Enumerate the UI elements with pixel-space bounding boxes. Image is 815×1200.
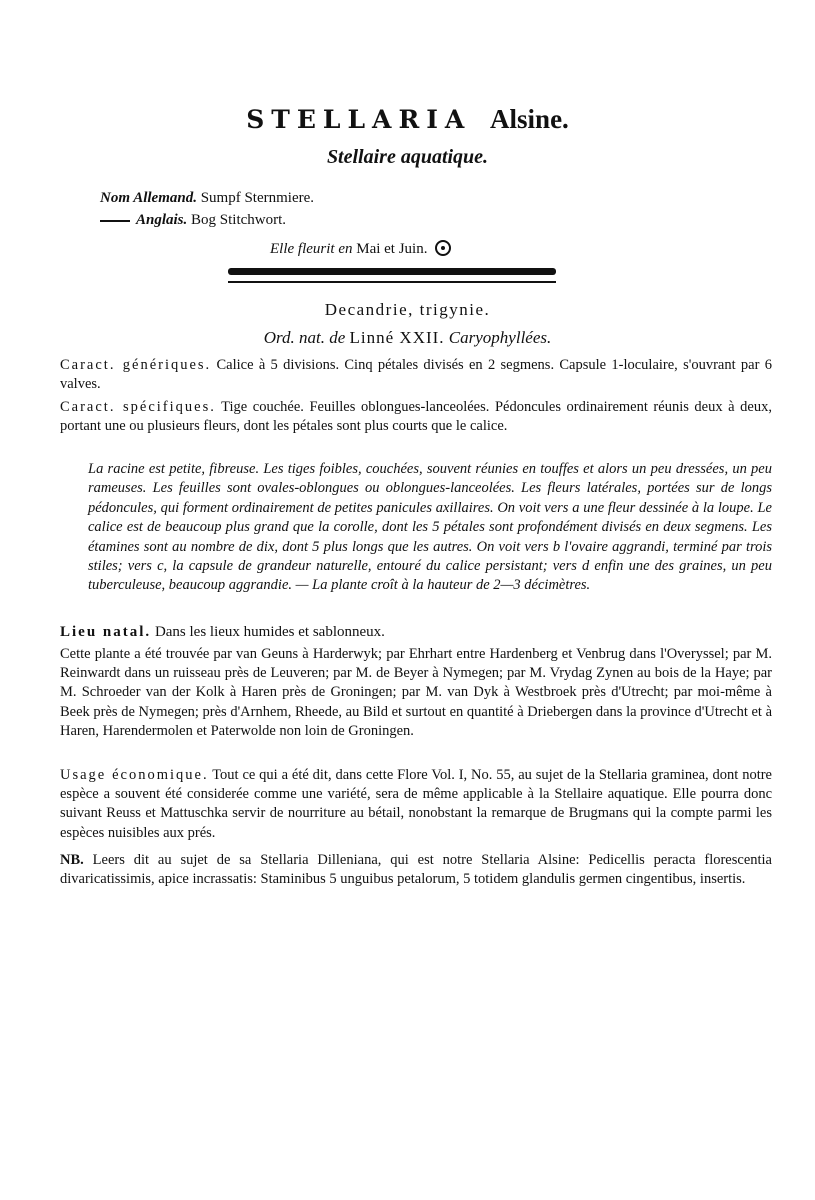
localities-paragraph: Cette plante a été trouvée par van Geuns à Harderwyk; par Ehrhart entre Hardenberg et Venbrug dans l'Overyssel; par M. Reinwardt dans un ruisseau près de Leuveren; par M. de Beyer à Nymegen; par M. Vrydag Zynen au bois de la Haye; par M. Schroeder van der Kolk à Haren près de Groningen; par M. van Dyk à Westbroek près d'Utrecht; par moi-même à Beek près de Nymegen; près d'Arnhem, Rheede, au Bild et surtout en quantité à Driebergen dans la province d'Utrecht et à Haren, Harendermolen et Paterwolde non loin de Groningen. — [60, 646, 773, 739]
usage-text: Tout ce qui a été dit, dans cette Flore Vol. I, No. 55, au sujet de la Stellaria graminea, dont notre espèce a souvent été considerée comme une variété, sera de même applicable à la Stellaire aquatique. Elle pourra donc suivant Reuss et Mattuschka servir de nourriture au bétail, nonobstant la remarque de Brugmans qui la compte parmi les espèces nuisibles aux prés. — [60, 767, 772, 841]
page-title — [0, 104, 815, 135]
flowering-months: Mai et Juin. — [356, 241, 428, 257]
ditto-dash — [100, 220, 130, 222]
flowering-period — [270, 240, 451, 258]
habitat-paragraph — [60, 623, 772, 642]
note-paragraph — [60, 851, 772, 889]
divider-thick — [228, 268, 556, 275]
usage-label: Usage économique. — [60, 767, 209, 783]
specific-label: Caract. spécifiques. — [60, 399, 216, 415]
habitat-label: Lieu natal. — [60, 624, 152, 640]
german-value: Sumpf Sternmiere. — [200, 190, 315, 206]
specific-text: Tige couchée. Feuilles oblongues-lanceolées. Pédoncules ordinairement réunis deux à deux, portant une ou plusieurs fleurs, dont les pétales sont plus courts que le calice. — [60, 399, 772, 434]
english-label: Anglais. — [136, 212, 188, 228]
order-author: Linné XXII. — [349, 328, 445, 347]
genus-name: STELLARIA — [246, 105, 472, 134]
species-name: Alsine. — [490, 104, 569, 134]
french-name: Stellaire aquatique. — [326, 146, 489, 168]
german-label: Nom Allemand. — [100, 190, 197, 206]
divider-thin — [228, 281, 556, 283]
generic-text: Calice à 5 divisions. Cinq pétales divisés en 2 segmens. Capsule 1-loculaire, s'ouvrant par 6 valves. — [60, 357, 772, 392]
habitat-text: Dans les lieux humides et sablonneux. — [154, 624, 385, 640]
german-name-row — [100, 190, 314, 212]
generic-characters — [60, 356, 772, 394]
natural-order — [0, 328, 815, 348]
english-name-row — [100, 212, 314, 234]
order-family: Caryophyllées. — [448, 328, 552, 347]
perennial-symbol-icon — [435, 240, 451, 256]
flowering-prefix: Elle fleurit en — [270, 241, 353, 257]
usage-paragraph — [60, 766, 772, 843]
order-prefix: Ord. nat. de — [263, 328, 346, 347]
specific-characters — [60, 398, 772, 436]
vernacular-names — [100, 190, 314, 234]
linnaean-class: Decandrie, trigynie. — [324, 300, 491, 319]
generic-label: Caract. génériques. — [60, 357, 212, 373]
description-paragraph: La racine est petite, fibreuse. Les tiges foibles, couchées, souvent réunies en touffes et alors un peu dressées, un peu rameuses. Les feuilles sont ovales-oblongues ou oblongues-lanceolées. Les fleurs latérales, portées sur de longs pédoncules, qui forment ordinairement de petites panicules axillaires. On voit vers a une fleur dessinée à la loupe. Le calice est de beaucoup plus grand que la corolle, dont les 5 pétales sont profondément divisés en deux segmens. Les étamines sont au nombre de dix, dont 5 plus longs que les autres. On voit vers b l'ovaire aggrandi, terminé par trois stiles; vers c, la capsule de grandeur naturelle, entouré du calice persistant; vers d enfin une des graines, un peu tuberculeuse, beaucoup aggrandie. — La plante croît à la hauteur de 2—3 décimètres. — [88, 461, 772, 594]
english-value: Bog Stitchwort. — [191, 212, 287, 228]
note-text: Leers dit au sujet de sa Stellaria Dilleniana, qui est notre Stellaria Alsine: Pedicellis peracta florescentia divaricatissimis, apice incrassatis: Staminibus 5 unguibus petalorum, 5 totidem glandulis germen cingentibus, insertis. — [60, 852, 772, 888]
note-label: NB. — [60, 852, 84, 868]
